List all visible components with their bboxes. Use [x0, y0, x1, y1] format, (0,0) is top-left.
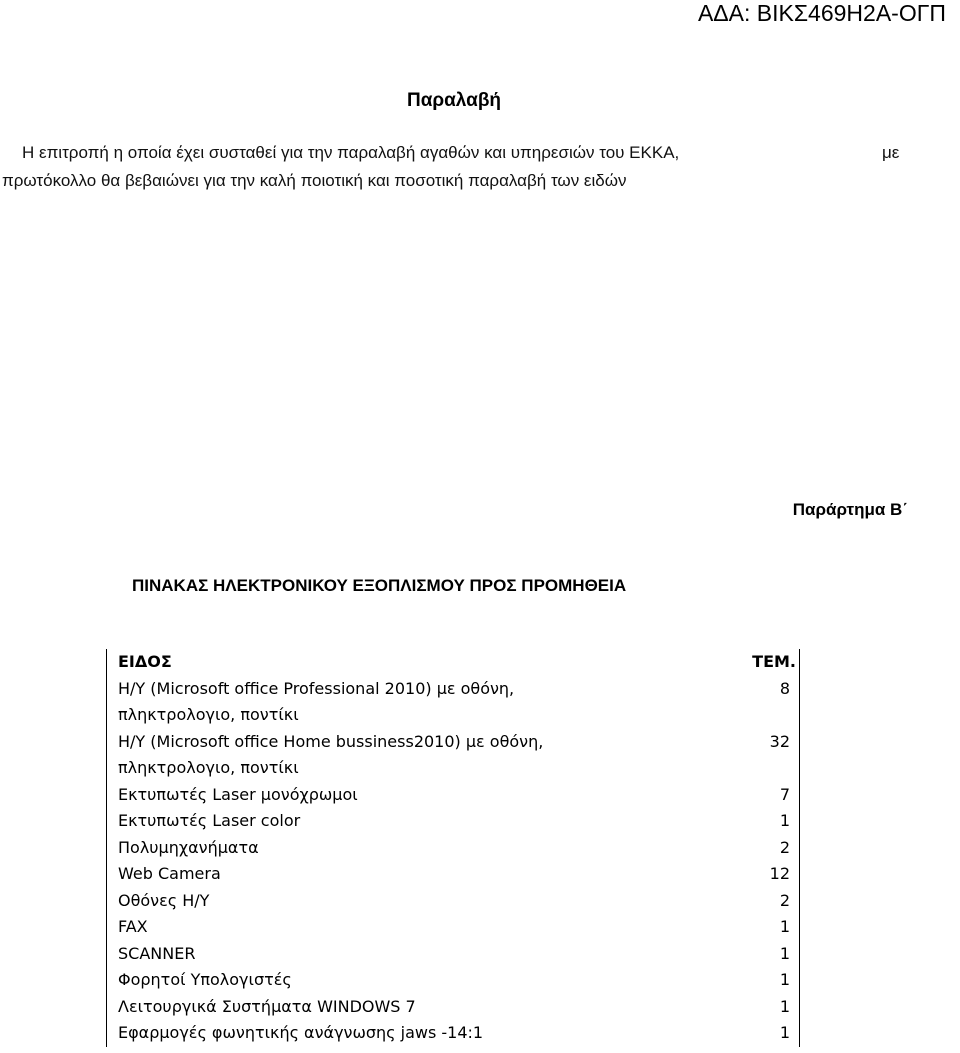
table-row [107, 861, 799, 888]
row-qty: 1 [779, 917, 790, 936]
row-item: Εφαρμογές φωνητικής ανάγνωσης jaws -14:1 [118, 1023, 484, 1042]
table-row [107, 994, 799, 1021]
row-qty: 1 [779, 970, 790, 989]
row-qty [710, 755, 799, 782]
row-item: Λειτουργικά Συστήματα WINDOWS 7 [118, 996, 416, 1016]
row-qty: 7 [779, 784, 790, 804]
row-item: Web Camera [118, 864, 221, 883]
row-item: Πολυμηχανήματα [118, 837, 259, 857]
row-item: Η/Υ (Microsoft office Professional 2010) με οθόνη, [118, 678, 515, 698]
equipment-table [106, 649, 800, 1047]
row-qty: 8 [779, 678, 790, 698]
table-row [107, 676, 799, 703]
table-row [107, 1020, 799, 1047]
paragraph-line-1-end: με [882, 143, 900, 162]
ada-code: ΑΔΑ: ΒΙΚΣ469Η2Α-ΟΓΠ [697, 0, 946, 26]
table-header-row [107, 649, 799, 676]
row-qty: 12 [769, 864, 790, 883]
row-qty: 1 [779, 811, 790, 830]
row-qty: 1 [779, 943, 790, 963]
row-qty: 1 [779, 996, 790, 1016]
paragraph-line-2-text: πρωτόκολλο θα βεβαιώνει για την καλή ποιοτική και ποσοτική παραλαβή των ειδών [2, 171, 627, 190]
table-row [107, 967, 799, 994]
row-item: πληκτρολογιο, ποντίκι [118, 705, 299, 724]
table-row [107, 808, 799, 835]
table-row [107, 835, 799, 862]
annex-label: Παράρτημα Β΄ [792, 500, 908, 519]
table-row [107, 941, 799, 968]
table-row [107, 755, 799, 782]
row-qty: 2 [779, 837, 790, 857]
table-title: ΠΙΝΑΚΑΣ ΗΛΕΚΤΡΟΝΙΚΟΥ ΕΞΟΠΛΙΣΜΟΥ ΠΡΟΣ ΠΡΟΜΗΘΕΙΑ [132, 576, 627, 595]
row-item: Οθόνες Η/Υ [118, 890, 210, 910]
table-row [107, 888, 799, 915]
row-item: Η/Υ (Microsoft office Home bussiness2010) με οθόνη, [118, 731, 544, 751]
row-item: FAX [118, 917, 148, 936]
table-row [107, 782, 799, 809]
row-qty: 2 [779, 890, 790, 910]
row-item: SCANNER [118, 943, 196, 963]
table-row [107, 729, 799, 756]
table-row [107, 702, 799, 729]
row-qty: 32 [769, 731, 790, 751]
row-qty [710, 702, 799, 729]
page-title: Παραλαβή [406, 90, 502, 111]
row-item: Φορητοί Υπολογιστές [118, 970, 292, 989]
row-item: Εκτυπωτές Laser color [118, 811, 301, 830]
header-item: ΕΙΔΟΣ [118, 652, 172, 671]
row-item: Εκτυπωτές Laser μονόχρωμοι [118, 784, 358, 804]
row-item: πληκτρολογιο, ποντίκι [118, 758, 299, 777]
row-qty: 1 [779, 1023, 790, 1042]
header-qty: ΤΕΜ. [752, 652, 796, 671]
paragraph-line-1-text: Η επιτροπή η οποία έχει συσταθεί για την παραλαβή αγαθών και υπηρεσιών του ΕΚΚΑ, [22, 143, 680, 162]
table-row [107, 914, 799, 941]
